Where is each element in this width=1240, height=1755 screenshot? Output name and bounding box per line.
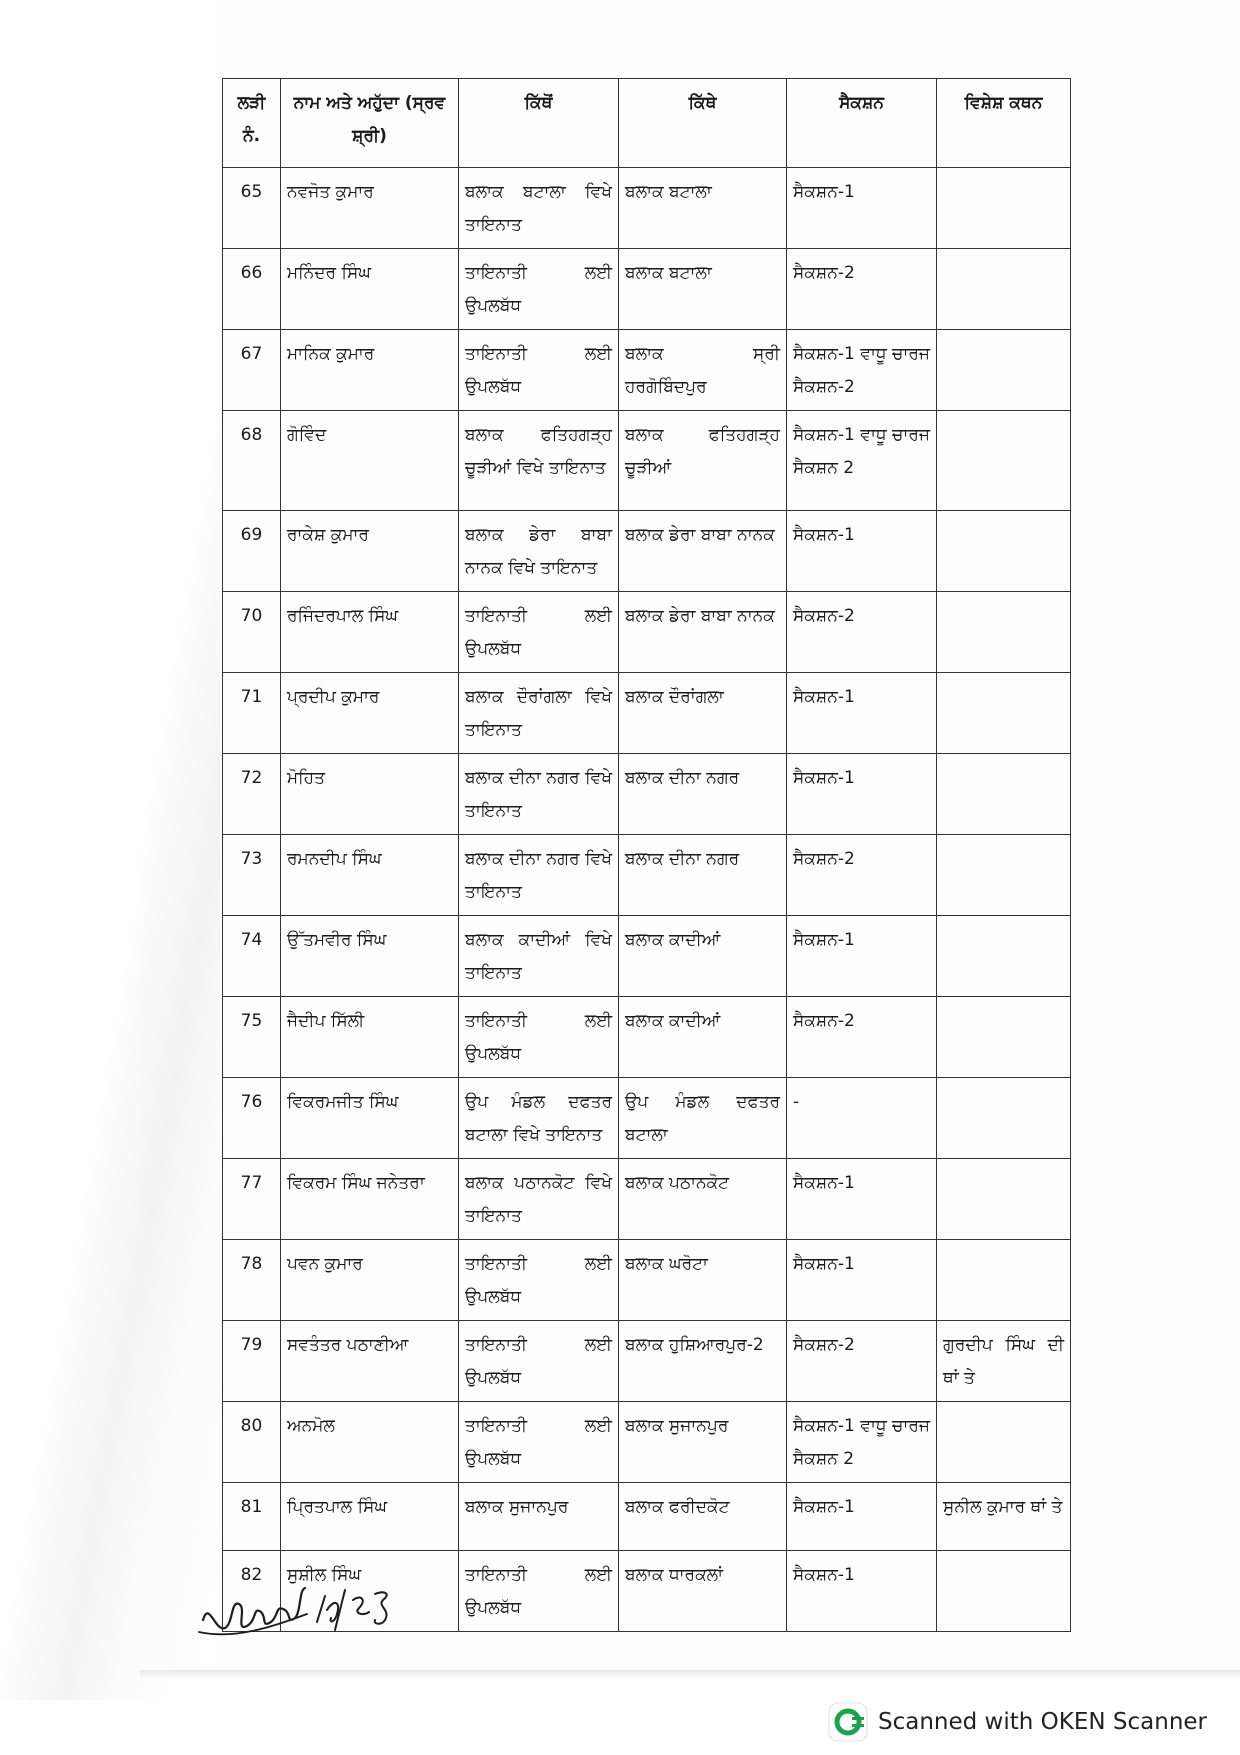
serial-no-cell: 67 (223, 330, 281, 411)
remarks-cell (937, 673, 1071, 754)
section-cell: ਸੈਕਸ਼ਨ-1 (787, 1159, 937, 1240)
remarks-cell: ਸੁਨੀਲ ਕੁਮਾਰ ਥਾਂ ਤੇ (937, 1483, 1071, 1551)
from-cell: ਬਲਾਕ ਸੁਜਾਨਪੁਰ (459, 1483, 619, 1551)
from-cell: ਤਾਇਨਾਤੀ ਲਈ ਉਪਲਬੱਧ (459, 1240, 619, 1321)
section-cell: - (787, 1078, 937, 1159)
to-cell: ਬਲਾਕ ਘਰੋਟਾ (619, 1240, 787, 1321)
to-cell: ਬਲਾਕ ਕਾਦੀਆਂ (619, 916, 787, 997)
section-cell: ਸੈਕਸ਼ਨ-1 (787, 1483, 937, 1551)
name-cell: ਸਵਤੰਤਰ ਪਠਾਣੀਆ (281, 1321, 459, 1402)
posting-table (222, 78, 1071, 1632)
to-cell: ਬਲਾਕ ਡੇਰਾ ਬਾਬਾ ਨਾਨਕ (619, 511, 787, 592)
serial-no-cell: 80 (223, 1402, 281, 1483)
remarks-cell: ਗੁਰਦੀਪ ਸਿੰਘ ਦੀ ਥਾਂ ਤੇ (937, 1321, 1071, 1402)
serial-no-cell: 79 (223, 1321, 281, 1402)
to-cell: ਉਪ ਮੰਡਲ ਦਫਤਰ ਬਟਾਲਾ (619, 1078, 787, 1159)
serial-no-cell: 70 (223, 592, 281, 673)
table-row (223, 168, 1071, 249)
from-cell: ਤਾਇਨਾਤੀ ਲਈ ਉਪਲਬੱਧ (459, 592, 619, 673)
remarks-cell (937, 754, 1071, 835)
section-cell: ਸੈਕਸ਼ਨ-1 (787, 754, 937, 835)
name-cell: ਮੋਹਿਤ (281, 754, 459, 835)
serial-no-cell: 72 (223, 754, 281, 835)
section-cell: ਸੈਕਸ਼ਨ-2 (787, 1321, 937, 1402)
table-row (223, 1321, 1071, 1402)
remarks-cell (937, 330, 1071, 411)
from-cell: ਤਾਇਨਾਤੀ ਲਈ ਉਪਲਬੱਧ (459, 1551, 619, 1632)
remarks-cell (937, 1402, 1071, 1483)
table-row (223, 592, 1071, 673)
serial-no-cell: 82 (223, 1551, 281, 1632)
to-cell: ਬਲਾਕ ਸ੍ਰੀ ਹਰਗੋਬਿੰਦਪੁਰ (619, 330, 787, 411)
from-cell: ਬਲਾਕ ਕਾਦੀਆਂ ਵਿਖੇ ਤਾਇਨਾਤ (459, 916, 619, 997)
section-cell: ਸੈਕਸ਼ਨ-1 (787, 673, 937, 754)
from-cell: ਬਲਾਕ ਦੀਨਾ ਨਗਰ ਵਿਖੇ ਤਾਇਨਾਤ (459, 754, 619, 835)
section-cell: ਸੈਕਸ਼ਨ-2 (787, 997, 937, 1078)
table-header-row (223, 79, 1071, 168)
table-row (223, 916, 1071, 997)
remarks-cell (937, 592, 1071, 673)
from-cell: ਬਲਾਕ ਡੇਰਾ ਬਾਬਾ ਨਾਨਕ ਵਿਖੇ ਤਾਇਨਾਤ (459, 511, 619, 592)
table-row (223, 997, 1071, 1078)
from-cell: ਉਪ ਮੰਡਲ ਦਫਤਰ ਬਟਾਲਾ ਵਿਖੇ ਤਾਇਨਾਤ (459, 1078, 619, 1159)
header-serial-no: ਲੜੀ ਨੰ. (223, 79, 281, 168)
to-cell: ਬਲਾਕ ਧਾਰਕਲਾਂ (619, 1551, 787, 1632)
to-cell: ਬਲਾਕ ਬਟਾਲਾ (619, 168, 787, 249)
header-section: ਸੈਕਸ਼ਨ (787, 79, 937, 168)
remarks-cell (937, 1159, 1071, 1240)
table-row (223, 1159, 1071, 1240)
to-cell: ਬਲਾਕ ਦੌਰਾਂਗਲਾ (619, 673, 787, 754)
serial-no-cell: 69 (223, 511, 281, 592)
table-row (223, 754, 1071, 835)
serial-no-cell: 74 (223, 916, 281, 997)
name-cell: ਗੋਵਿੰਦ (281, 411, 459, 511)
name-cell: ਰਜਿੰਦਰਪਾਲ ਸਿੰਘ (281, 592, 459, 673)
table-row (223, 511, 1071, 592)
table-row (223, 1483, 1071, 1551)
name-cell: ਉੱਤਮਵੀਰ ਸਿੰਘ (281, 916, 459, 997)
to-cell: ਬਲਾਕ ਕਾਦੀਆਂ (619, 997, 787, 1078)
from-cell: ਤਾਇਨਾਤੀ ਲਈ ਉਪਲਬੱਧ (459, 997, 619, 1078)
to-cell: ਬਲਾਕ ਦੀਨਾ ਨਗਰ (619, 754, 787, 835)
section-cell: ਸੈਕਸ਼ਨ-1 (787, 511, 937, 592)
remarks-cell (937, 1078, 1071, 1159)
serial-no-cell: 75 (223, 997, 281, 1078)
section-cell: ਸੈਕਸ਼ਨ-1 ਵਾਧੂ ਚਾਰਜ ਸੈਕਸ਼ਨ 2 (787, 1402, 937, 1483)
from-cell: ਤਾਇਨਾਤੀ ਲਈ ਉਪਲਬੱਧ (459, 1321, 619, 1402)
section-cell: ਸੈਕਸ਼ਨ-2 (787, 249, 937, 330)
from-cell: ਬਲਾਕ ਦੌਰਾਂਗਲਾ ਵਿਖੇ ਤਾਇਨਾਤ (459, 673, 619, 754)
serial-no-cell: 76 (223, 1078, 281, 1159)
page-bottom-edge (140, 1670, 1240, 1680)
name-cell: ਰਮਨਦੀਪ ਸਿੰਘ (281, 835, 459, 916)
table-row (223, 330, 1071, 411)
section-cell: ਸੈਕਸ਼ਨ-2 (787, 592, 937, 673)
to-cell: ਬਲਾਕ ਫਰੀਦਕੋਟ (619, 1483, 787, 1551)
remarks-cell (937, 835, 1071, 916)
header-name-designation: ਨਾਮ ਅਤੇ ਅਹੁੱਦਾ (ਸ੍ਰਵ ਸ਼੍ਰੀ) (281, 79, 459, 168)
header-remarks: ਵਿਸ਼ੇਸ਼ ਕਥਨ (937, 79, 1071, 168)
serial-no-cell: 81 (223, 1483, 281, 1551)
serial-no-cell: 73 (223, 835, 281, 916)
name-cell: ਪ੍ਰਿਤਪਾਲ ਸਿੰਘ (281, 1483, 459, 1551)
section-cell: ਸੈਕਸ਼ਨ-2 (787, 835, 937, 916)
to-cell: ਬਲਾਕ ਹੁਸ਼ਿਆਰਪੁਰ-2 (619, 1321, 787, 1402)
to-cell: ਬਲਾਕ ਪਠਾਨਕੋਟ (619, 1159, 787, 1240)
table-row (223, 249, 1071, 330)
remarks-cell (937, 916, 1071, 997)
to-cell: ਬਲਾਕ ਸੁਜਾਨਪੁਰ (619, 1402, 787, 1483)
serial-no-cell: 65 (223, 168, 281, 249)
table-row (223, 673, 1071, 754)
section-cell: ਸੈਕਸ਼ਨ-1 (787, 1551, 937, 1632)
name-cell: ਵਿਕਰਮਜੀਤ ਸਿੰਘ (281, 1078, 459, 1159)
scanner-watermark (828, 1702, 1207, 1742)
section-cell: ਸੈਕਸ਼ਨ-1 (787, 168, 937, 249)
from-cell: ਬਲਾਕ ਪਠਾਨਕੋਟ ਵਿਖੇ ਤਾਇਨਾਤ (459, 1159, 619, 1240)
serial-no-cell: 78 (223, 1240, 281, 1321)
name-cell: ਰਾਕੇਸ਼ ਕੁਮਾਰ (281, 511, 459, 592)
name-cell: ਮਨਿੰਦਰ ਸਿੰਘ (281, 249, 459, 330)
scanner-watermark-text: Scanned with OKEN Scanner (878, 1709, 1207, 1735)
to-cell: ਬਲਾਕ ਦੀਨਾ ਨਗਰ (619, 835, 787, 916)
page-fold-shadow (0, 0, 220, 1700)
from-cell: ਬਲਾਕ ਬਟਾਲਾ ਵਿਖੇ ਤਾਇਨਾਤ (459, 168, 619, 249)
to-cell: ਬਲਾਕ ਡੇਰਾ ਬਾਬਾ ਨਾਨਕ (619, 592, 787, 673)
oken-scanner-icon (828, 1702, 868, 1742)
name-cell: ਪ੍ਰਦੀਪ ਕੁਮਾਰ (281, 673, 459, 754)
remarks-cell (937, 168, 1071, 249)
remarks-cell (937, 511, 1071, 592)
from-cell: ਤਾਇਨਾਤੀ ਲਈ ਉਪਲਬੱਧ (459, 249, 619, 330)
table-row (223, 1402, 1071, 1483)
serial-no-cell: 68 (223, 411, 281, 511)
to-cell: ਬਲਾਕ ਫਤਿਹਗੜ੍ਹ ਚੂੜੀਆਂ (619, 411, 787, 511)
from-cell: ਬਲਾਕ ਦੀਨਾ ਨਗਰ ਵਿਖੇ ਤਾਇਨਾਤ (459, 835, 619, 916)
header-from: ਕਿੱਥੋਂ (459, 79, 619, 168)
section-cell: ਸੈਕਸ਼ਨ-1 (787, 916, 937, 997)
remarks-cell (937, 1240, 1071, 1321)
section-cell: ਸੈਕਸ਼ਨ-1 ਵਾਧੂ ਚਾਰਜ ਸੈਕਸ਼ਨ-2 (787, 330, 937, 411)
header-to: ਕਿੱਥੇ (619, 79, 787, 168)
to-cell: ਬਲਾਕ ਬਟਾਲਾ (619, 249, 787, 330)
table-row (223, 835, 1071, 916)
name-cell: ਨਵਜੋਤ ਕੁਮਾਰ (281, 168, 459, 249)
handwritten-signature (195, 1570, 415, 1650)
from-cell: ਤਾਇਨਾਤੀ ਲਈ ਉਪਲਬੱਧ (459, 330, 619, 411)
name-cell: ਅਨਮੋਲ (281, 1402, 459, 1483)
remarks-cell (937, 411, 1071, 511)
name-cell: ਪਵਨ ਕੁਮਾਰ (281, 1240, 459, 1321)
from-cell: ਤਾਇਨਾਤੀ ਲਈ ਉਪਲਬੱਧ (459, 1402, 619, 1483)
table-row (223, 411, 1071, 511)
name-cell: ਜੈਦੀਪ ਸਿੱਲੀ (281, 997, 459, 1078)
name-cell: ਸੁਸ਼ੀਲ ਸਿੰਘ (281, 1551, 459, 1632)
section-cell: ਸੈਕਸ਼ਨ-1 ਵਾਧੂ ਚਾਰਜ ਸੈਕਸ਼ਨ 2 (787, 411, 937, 511)
name-cell: ਮਾਨਿਕ ਕੁਮਾਰ (281, 330, 459, 411)
remarks-cell (937, 1551, 1071, 1632)
table-row (223, 1240, 1071, 1321)
remarks-cell (937, 997, 1071, 1078)
from-cell: ਬਲਾਕ ਫਤਿਹਗੜ੍ਹ ਚੂੜੀਆਂ ਵਿਖੇ ਤਾਇਨਾਤ (459, 411, 619, 511)
name-cell: ਵਿਕਰਮ ਸਿੰਘ ਜਨੇਤਰਾ (281, 1159, 459, 1240)
section-cell: ਸੈਕਸ਼ਨ-1 (787, 1240, 937, 1321)
serial-no-cell: 66 (223, 249, 281, 330)
table-row (223, 1078, 1071, 1159)
serial-no-cell: 77 (223, 1159, 281, 1240)
serial-no-cell: 71 (223, 673, 281, 754)
remarks-cell (937, 249, 1071, 330)
